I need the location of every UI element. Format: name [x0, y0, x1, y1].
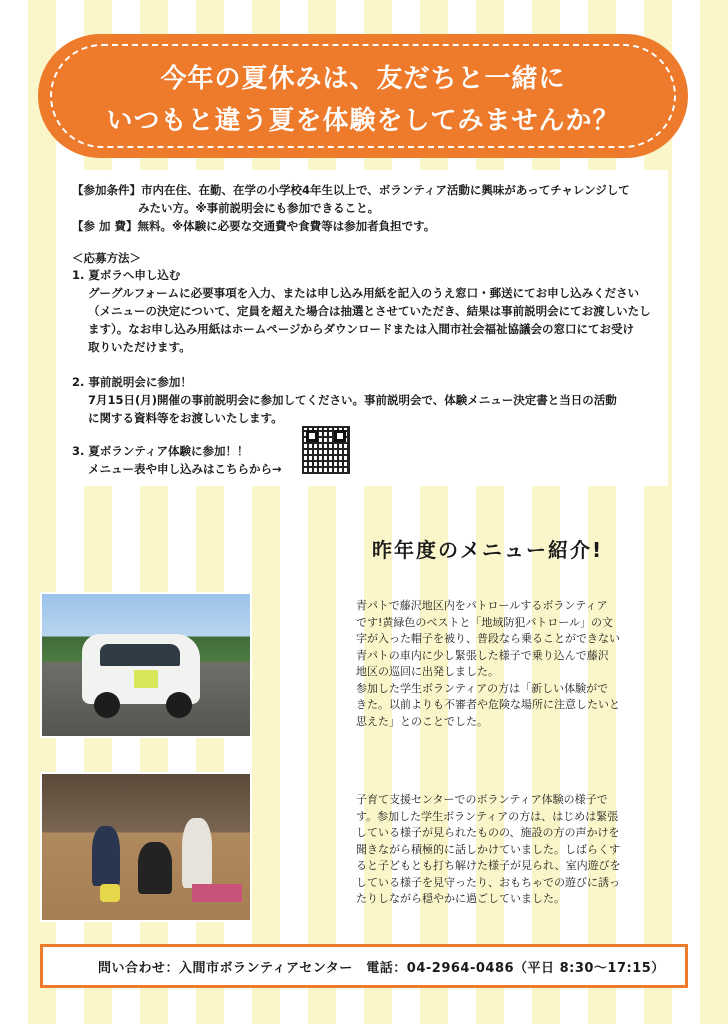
step2-title: 2. 事前説明会に参加！ — [72, 375, 192, 389]
patrol-car-photo — [40, 592, 252, 738]
step3-subtext[interactable]: メニュー表や申し込みはこちらから→ — [88, 462, 282, 476]
person-shape — [182, 818, 212, 888]
item2-line: ると子どもとも打ち解けた様子が見られ、室内遊びを — [356, 859, 621, 872]
item1-line: 字が入った帽子を被り、普段なら乗ることができない — [356, 632, 620, 645]
banner-title-line1: 今年の夏休みは、友だちと一緒に — [160, 64, 566, 94]
item1-line: 青パトの車内に少し緊張した様子で乗り込んで藤沢 — [356, 648, 609, 662]
step2-line: 7月15日(月)開催の事前説明会に参加してください。事前説明会で、体験メニュー決定書と当日の活動 — [88, 393, 617, 407]
item1-line: 思えた」とのことでした。 — [356, 714, 488, 728]
banner-title-line2: いつもと違う夏を体験をしてみませんか？ — [106, 106, 620, 136]
apply-heading: ＜応募方法＞ — [72, 251, 141, 265]
car-sign-shape — [134, 670, 158, 688]
step1-line: グーグルフォームに必要事項を入力、または申し込み用紙を記入のうえ窓口・郵送にてお申し込みください — [88, 286, 640, 300]
childcare-photo — [40, 772, 252, 922]
car-wheel-shape — [94, 692, 120, 718]
item2-line: している様子が見られたものの、施設の方の声かけを — [356, 826, 620, 839]
item2-line: たりしながら穏やかに過ごしていました。 — [356, 892, 565, 905]
conditions-line2: みたい方。※事前説明会にも参加できること。 — [138, 201, 380, 215]
item2-line: している様子を見守ったり、おもちゃでの遊びに誘っ — [356, 875, 620, 889]
person-shape — [138, 842, 172, 894]
fee-line: 【参 加 費】無料。※体験に必要な交通費や食費等は参加者負担です。 — [72, 219, 436, 233]
mat-shape — [192, 884, 242, 902]
step1-line: 取りいただけます。 — [88, 340, 191, 354]
step1-line: ます）。なお申し込み用紙はホームページからダウンロードまたは入間市社会福祉協議会の窓口にてお受け — [88, 322, 635, 336]
item2-line: す。参加した学生ボランティアの方は、はじめは緊張 — [356, 809, 619, 823]
item1-line: 参加した学生ボランティアの方は「新しい体験がで — [356, 681, 609, 695]
item2-line: 聞きながら積極的に話しかけていました。しばらくす — [356, 842, 620, 856]
step1-line: （メニューの決定について、定員を超えた場合は抽選とさせていただき、結果は事前説明会にてお渡しいたし — [88, 304, 651, 318]
step2-line: に関する資料等をお渡しいたします。 — [88, 411, 283, 425]
step1-title: 1. 夏ボラへ申し込む — [72, 268, 181, 282]
contact-info: 問い合わせ：入間市ボランティアセンター 電話：04-2964-0486（平日 8:30〜17:15） — [98, 961, 665, 976]
item1-line: きた。以前よりも不審者や危険な場所に注意したいと — [356, 698, 620, 711]
item1-line: 地区の巡回に出発しました。 — [356, 665, 499, 678]
person-shape — [92, 826, 120, 886]
item1-line: です!黄緑色のベストと「地域防犯パトロール」の文 — [356, 615, 613, 629]
item1-line: 青パトで藤沢地区内をパトロールするボランティア — [356, 599, 608, 612]
conditions-line1: 【参加条件】市内在住、在勤、在学の小学校4年生以上で、ボランティア活動に興味があってチャレンジして — [72, 183, 630, 197]
qr-code[interactable] — [302, 426, 350, 474]
car-window-shape — [100, 644, 180, 666]
menu-section-title: 昨年度のメニュー紹介! — [372, 538, 604, 562]
item2-line: 子育て支援センターでのボランティア体験の様子で — [356, 793, 608, 806]
step3-title: 3. 夏ボランティア体験に参加！！ — [72, 444, 249, 458]
toy-shape — [100, 884, 120, 902]
car-wheel-shape — [166, 692, 192, 718]
